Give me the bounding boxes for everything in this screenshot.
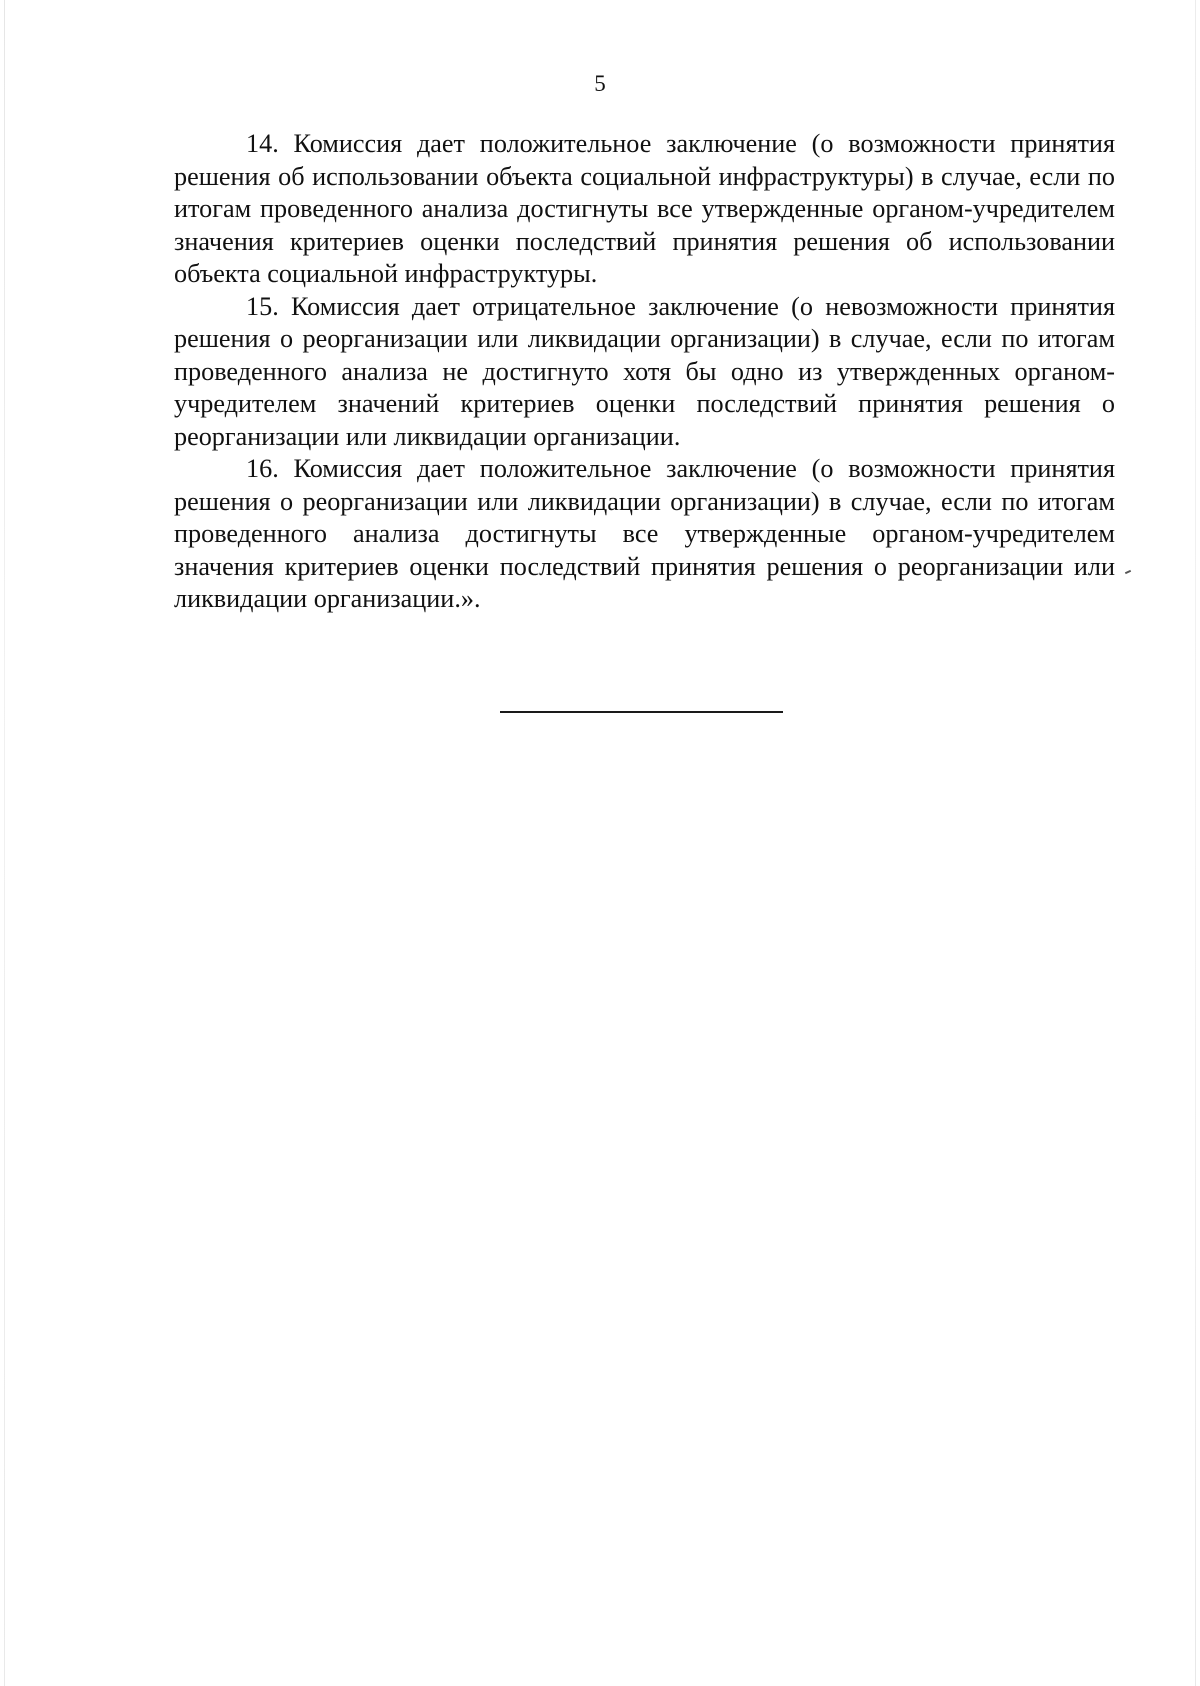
stray-scan-mark: [1125, 570, 1131, 574]
paragraph-16: 16. Комиссия дает положительное заключение (о возможности принятия решения о реорганизации или ликвидации организации) в случае, если по итогам проведенного анализа достигнуты все утвержденные органом-учредителем значения критериев оценки последствий принятия решения о реорганизации или ликвидации организации.».: [174, 454, 1115, 613]
scan-edge-right: [1195, 0, 1196, 1686]
paragraph-15: 15. Комиссия дает отрицательное заключение (о невозможности принятия решения о реорганизации или ликвидации организации) в случае, если по итогам проведенного анализа не достигнуто хотя бы одно из утвержденных органом-учредителем значений критериев оценки последствий принятия решения о реорганизации или ликвидации организации.: [174, 291, 1115, 451]
scan-edge-left: [4, 0, 5, 1686]
end-of-text-rule: [500, 711, 783, 713]
page-number: 5: [594, 71, 606, 96]
paragraph-14: 14. Комиссия дает положительное заключение (о возможности принятия решения об использовании объекта социальной инфраструктуры) в случае, если по итогам проведенного анализа достигнуты все утвержденные органом-учредителем значения критериев оценки последствий принятия решения об использовании объекта социальной инфраструктуры.: [174, 129, 1115, 288]
document-body: [174, 128, 1115, 616]
